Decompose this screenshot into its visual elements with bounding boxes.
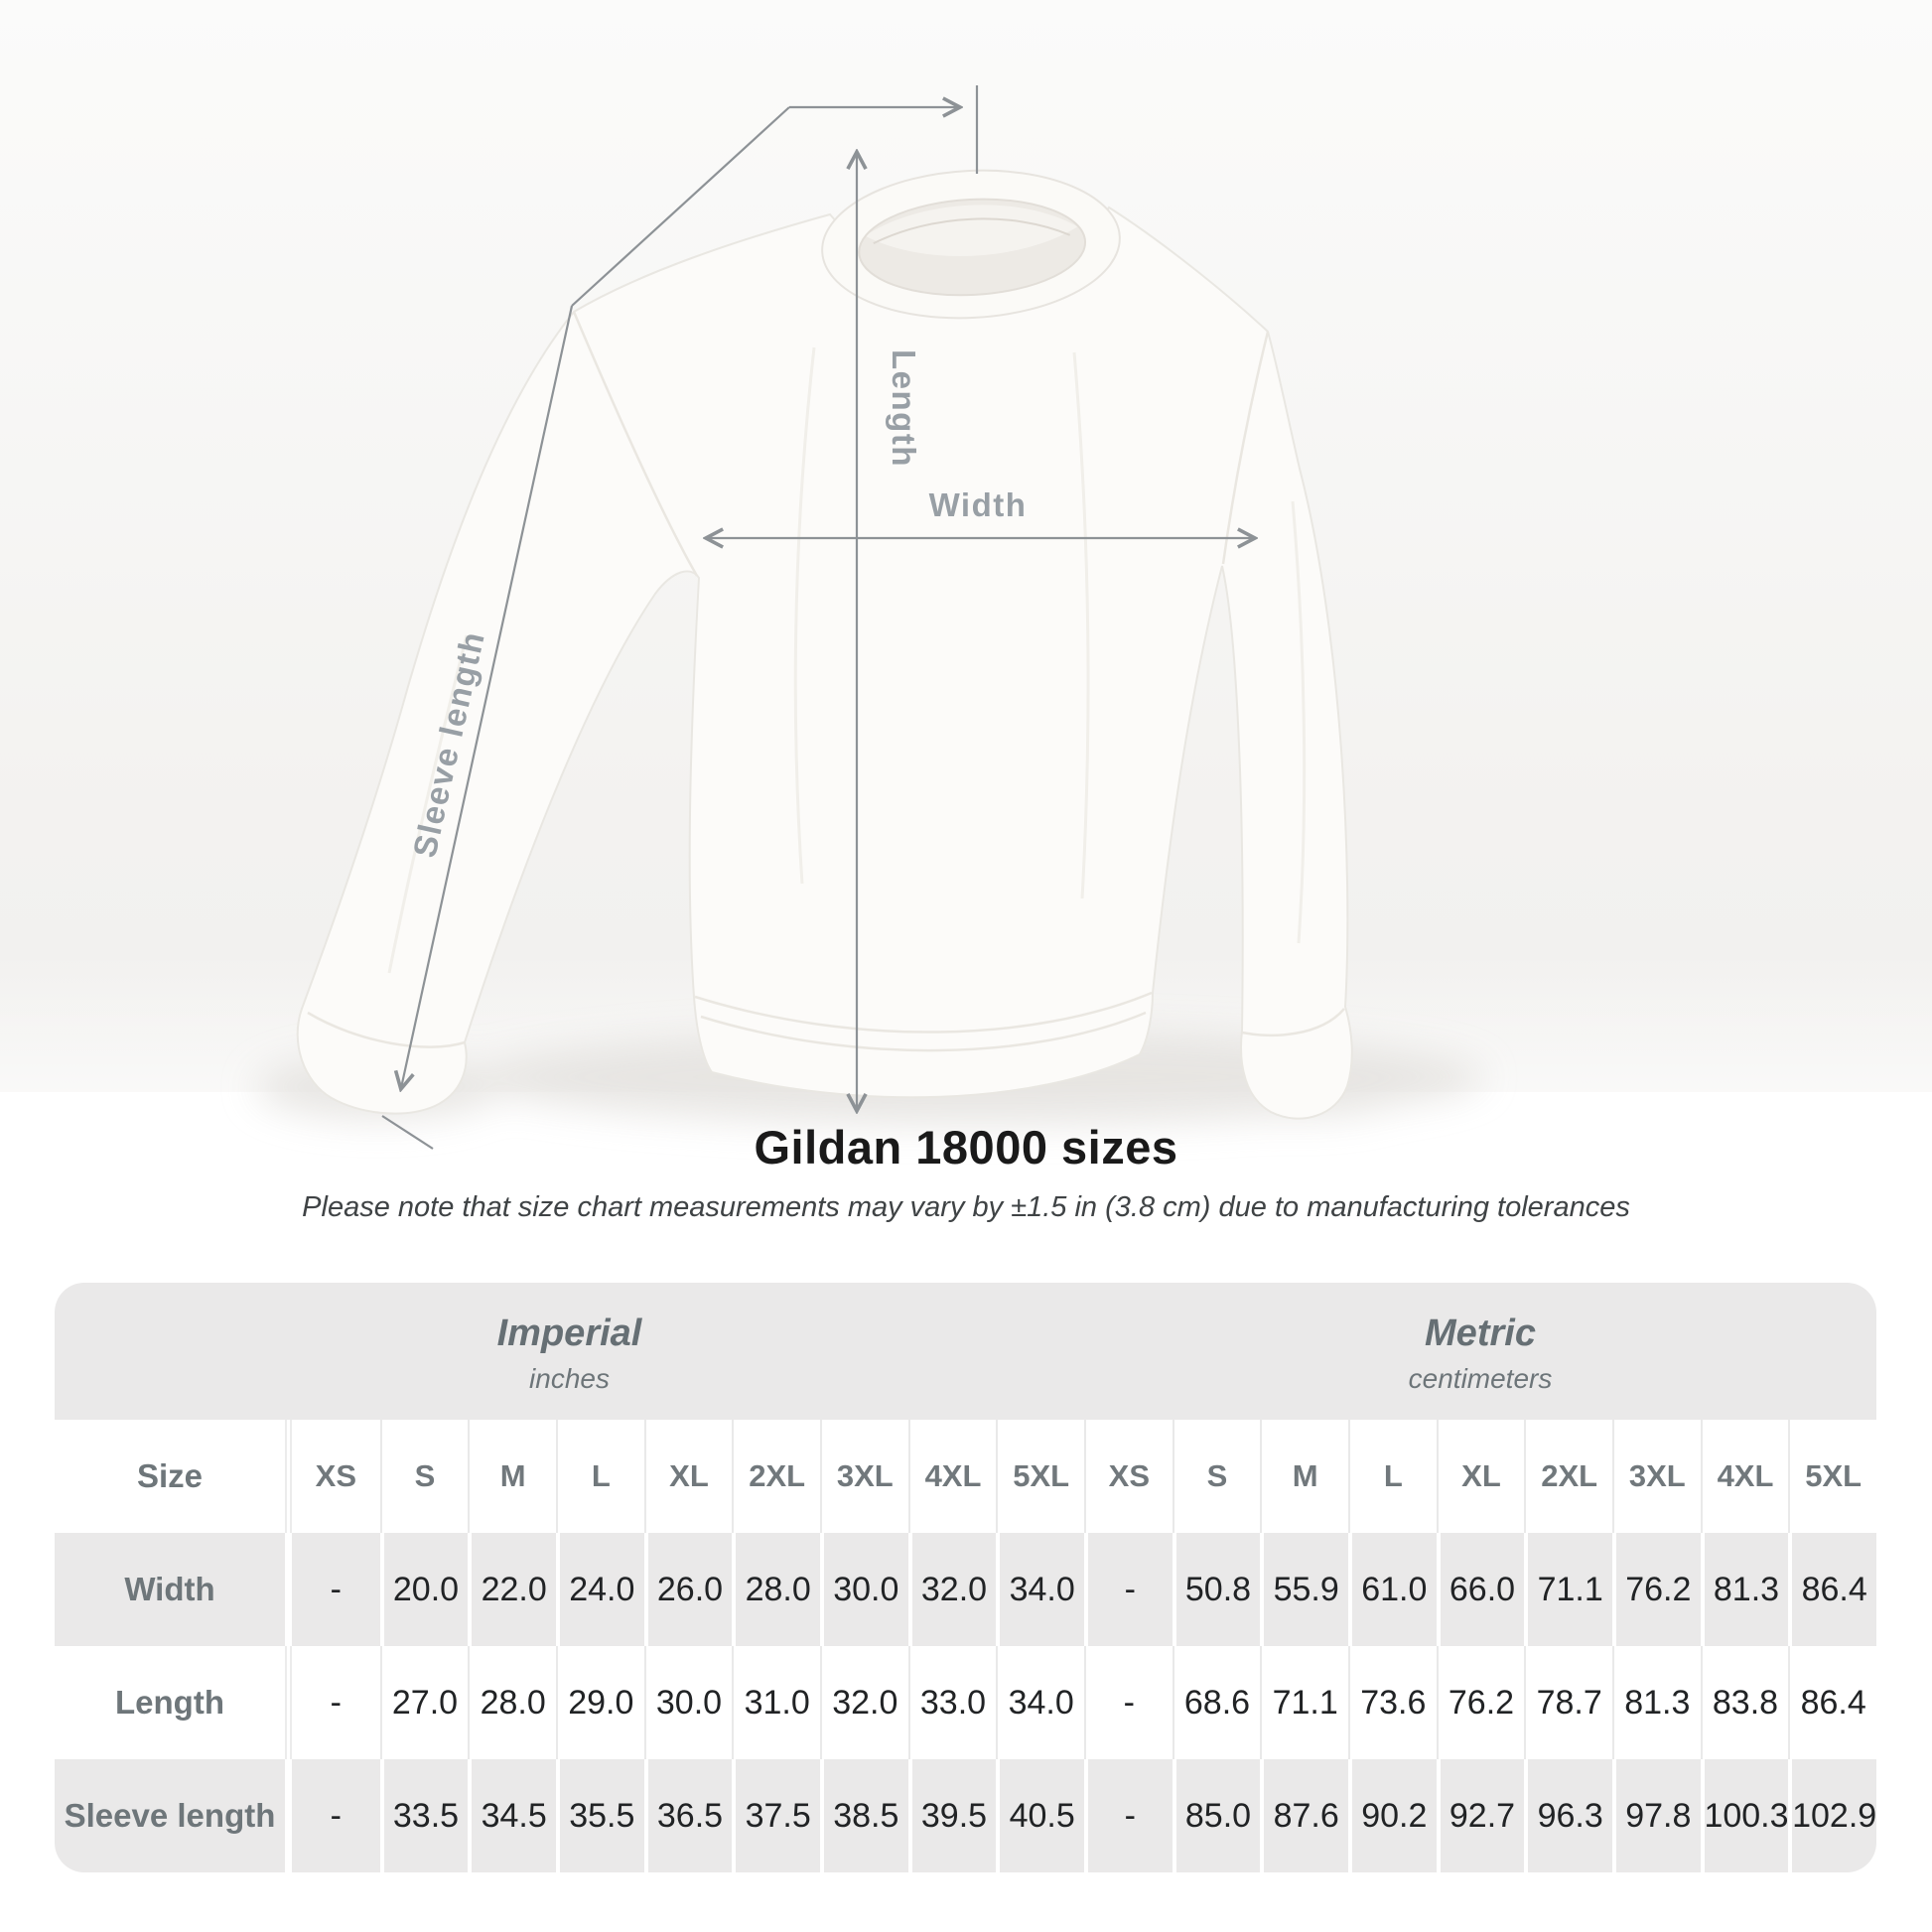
- measurement-value-cell: 76.2: [1612, 1533, 1701, 1646]
- measurement-value-cell: 40.5: [996, 1759, 1084, 1872]
- measurement-value-cell: 20.0: [380, 1533, 469, 1646]
- measurement-value-cell: 24.0: [556, 1533, 644, 1646]
- measurement-value-cell: 32.0: [820, 1646, 908, 1759]
- column-divider: [285, 1759, 292, 1872]
- size-chart-table: [55, 1283, 1876, 1872]
- metric-label: Metric: [1425, 1311, 1536, 1354]
- measurement-value-cell: -: [1084, 1533, 1173, 1646]
- metric-unit: centimeters: [1408, 1362, 1553, 1394]
- metric-group-header: [1084, 1283, 1876, 1420]
- measurement-value-cell: 97.8: [1612, 1759, 1701, 1872]
- size-col-header: M: [1260, 1420, 1348, 1533]
- size-col-header: 4XL: [908, 1420, 997, 1533]
- size-col-header: 4XL: [1701, 1420, 1789, 1533]
- measurement-row-length: [55, 1646, 1876, 1759]
- size-column-header: Size: [136, 1457, 204, 1494]
- measurement-value-cell: 83.8: [1701, 1646, 1789, 1759]
- measurement-value-cell: 31.0: [732, 1646, 820, 1759]
- measurement-value-cell: -: [330, 1796, 342, 1835]
- length-label: Length: [886, 349, 922, 468]
- measurement-value-cell: 81.3: [1612, 1646, 1701, 1759]
- size-col-header: 5XL: [1788, 1420, 1876, 1533]
- size-col-header: 3XL: [1612, 1420, 1701, 1533]
- imperial-unit: inches: [529, 1362, 610, 1394]
- measurement-row-label: Sleeve length: [64, 1797, 276, 1834]
- measurement-value-cell: 96.3: [1524, 1759, 1612, 1872]
- column-divider: [285, 1533, 292, 1646]
- measurement-value-cell: 76.2: [1437, 1646, 1525, 1759]
- size-col-header: M: [468, 1420, 556, 1533]
- measurement-row-label: Width: [124, 1571, 215, 1607]
- measurement-value-cell: 86.4: [1788, 1533, 1876, 1646]
- tolerance-note: Please note that size chart measurements may vary by ±1.5 in (3.8 cm) due to manufacturing tolerances: [302, 1191, 1630, 1223]
- measurement-value-cell: 85.0: [1173, 1759, 1261, 1872]
- measurement-value-cell: 36.5: [644, 1759, 733, 1872]
- measurement-value-cell: -: [1084, 1646, 1173, 1759]
- measurement-value-cell: 66.0: [1437, 1533, 1525, 1646]
- size-col-header: S: [1173, 1420, 1261, 1533]
- measurement-value-cell: 35.5: [556, 1759, 644, 1872]
- measurement-value-cell: 33.0: [908, 1646, 997, 1759]
- measurement-value-cell: 38.5: [820, 1759, 908, 1872]
- measurement-value-cell: 78.7: [1524, 1646, 1612, 1759]
- measurement-value-cell: -: [330, 1683, 342, 1722]
- measurement-value-cell: 22.0: [468, 1533, 556, 1646]
- measurement-value-cell: -: [1084, 1759, 1173, 1872]
- measurement-row-width: [55, 1533, 1876, 1646]
- size-col-header: XL: [644, 1420, 733, 1533]
- width-label: Width: [928, 486, 1028, 523]
- measurement-value-cell: 34.0: [996, 1646, 1084, 1759]
- size-col-header: 5XL: [996, 1420, 1084, 1533]
- column-divider: [285, 1420, 292, 1533]
- imperial-group-header: [55, 1283, 1084, 1420]
- measurement-value-cell: 102.9: [1788, 1759, 1876, 1872]
- measurement-value-cell: 87.6: [1260, 1759, 1348, 1872]
- measurement-value-cell: 39.5: [908, 1759, 997, 1872]
- measurement-row-sleeve-length: [55, 1759, 1876, 1872]
- measurement-value-cell: 90.2: [1348, 1759, 1437, 1872]
- size-col-header: XS: [315, 1458, 356, 1493]
- measurement-value-cell: 33.5: [380, 1759, 469, 1872]
- measurement-value-cell: 92.7: [1437, 1759, 1525, 1872]
- sleeve-length-label: Sleeve length: [405, 627, 491, 861]
- size-col-header: 2XL: [732, 1420, 820, 1533]
- measurement-value-cell: 34.5: [468, 1759, 556, 1872]
- page-title: Gildan 18000 sizes: [754, 1121, 1178, 1173]
- size-col-header: 3XL: [820, 1420, 908, 1533]
- measurement-value-cell: 34.0: [996, 1533, 1084, 1646]
- measurement-value-cell: 26.0: [644, 1533, 733, 1646]
- measurement-value-cell: 71.1: [1260, 1646, 1348, 1759]
- size-col-header: L: [1348, 1420, 1437, 1533]
- measurement-value-cell: 71.1: [1524, 1533, 1612, 1646]
- measurement-value-cell: 61.0: [1348, 1533, 1437, 1646]
- measurement-value-cell: 28.0: [732, 1533, 820, 1646]
- measurement-value-cell: 50.8: [1173, 1533, 1261, 1646]
- measurement-value-cell: 37.5: [732, 1759, 820, 1872]
- measurement-value-cell: 55.9: [1260, 1533, 1348, 1646]
- measurement-value-cell: 32.0: [908, 1533, 997, 1646]
- column-divider: [285, 1646, 292, 1759]
- measurement-value-cell: 100.3: [1701, 1759, 1789, 1872]
- measurement-value-cell: 81.3: [1701, 1533, 1789, 1646]
- size-col-header: 2XL: [1524, 1420, 1612, 1533]
- measurement-value-cell: 27.0: [380, 1646, 469, 1759]
- size-col-header: L: [556, 1420, 644, 1533]
- size-header-row: [55, 1420, 1876, 1533]
- unit-group-header-row: [55, 1283, 1876, 1420]
- measurement-value-cell: 86.4: [1788, 1646, 1876, 1759]
- size-col-header: XL: [1437, 1420, 1525, 1533]
- measurement-value-cell: 30.0: [644, 1646, 733, 1759]
- measurement-value-cell: 28.0: [468, 1646, 556, 1759]
- size-col-header: S: [380, 1420, 469, 1533]
- imperial-label: Imperial: [496, 1311, 642, 1354]
- measurement-value-cell: 29.0: [556, 1646, 644, 1759]
- measurement-value-cell: 30.0: [820, 1533, 908, 1646]
- measurement-value-cell: -: [330, 1570, 342, 1608]
- measurement-value-cell: 73.6: [1348, 1646, 1437, 1759]
- size-col-header: XS: [1084, 1420, 1173, 1533]
- measurement-row-label: Length: [115, 1684, 224, 1721]
- measurement-value-cell: 68.6: [1173, 1646, 1261, 1759]
